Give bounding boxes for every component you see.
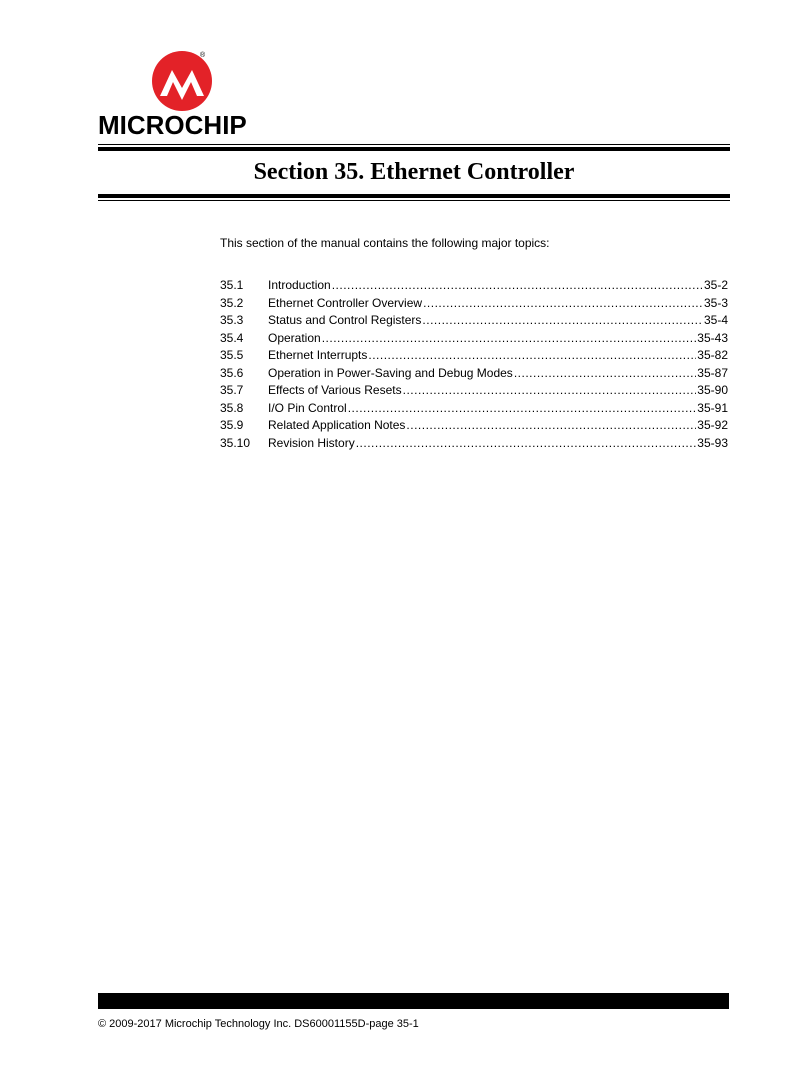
toc-entry-page[interactable]: 35-91 [697, 400, 728, 415]
toc-entry[interactable] [220, 331, 728, 349]
microchip-logo-icon [150, 50, 214, 112]
toc-entry[interactable] [220, 296, 728, 314]
toc-entry[interactable] [220, 313, 728, 331]
toc-entry-number: 35.2 [220, 295, 244, 310]
toc-entry[interactable] [220, 348, 728, 366]
toc-entry-title[interactable]: I/O Pin Control [268, 400, 347, 415]
toc-entry-title[interactable]: Ethernet Controller Overview [268, 295, 423, 310]
toc-entry-title[interactable]: Ethernet Interrupts [268, 348, 368, 362]
microchip-wordmark: MICROCHIP [98, 110, 247, 140]
toc-entry-page[interactable]: 35-92 [697, 418, 728, 432]
title-rule-thick [98, 194, 730, 198]
toc-entry-number: 35.9 [220, 418, 244, 432]
toc-entry-page[interactable]: 35-2 [703, 278, 728, 292]
toc-entry-page[interactable]: 35-93 [697, 435, 728, 450]
header-rule-thin [98, 144, 730, 145]
toc-entry-number: 35.5 [220, 348, 244, 362]
toc-entry-leader [406, 418, 696, 432]
toc-entry-number: 35.7 [220, 383, 244, 397]
registered-mark: ® [200, 52, 206, 59]
toc-entry-number: 35.1 [220, 278, 244, 292]
toc-entry-leader [348, 401, 697, 415]
toc-entry-title[interactable]: Effects of Various Resets [268, 383, 402, 397]
toc-entry-page[interactable]: 35-90 [697, 383, 728, 397]
toc-entry-leader [332, 278, 703, 292]
toc-entry[interactable] [220, 418, 728, 436]
toc-entry-leader [403, 383, 697, 397]
footer-copyright: © 2009-2017 Microchip Technology Inc. DS60001155D-page 35-1 [98, 1018, 419, 1030]
toc-entry-leader [423, 296, 703, 310]
toc-entry-number: 35.3 [220, 313, 244, 327]
toc-entry-leader [322, 331, 697, 345]
header-rule-thick [98, 147, 730, 151]
toc-entry-title[interactable]: Revision History [268, 435, 355, 450]
table-of-contents [220, 278, 728, 453]
title-rule-thin [98, 200, 730, 201]
toc-entry-page[interactable]: 35-4 [703, 313, 728, 327]
toc-entry[interactable] [220, 401, 728, 419]
toc-entry-number: 35.4 [220, 330, 244, 345]
toc-entry-leader [368, 348, 696, 362]
toc-entry[interactable] [220, 366, 728, 384]
toc-entry-title[interactable]: Introduction [268, 278, 331, 292]
toc-entry-page[interactable]: 35-3 [703, 295, 728, 310]
toc-entry-title[interactable]: Operation [268, 330, 321, 345]
toc-entry-page[interactable]: 35-43 [697, 330, 728, 345]
page-title: Section 35. Ethernet Controller [253, 159, 575, 185]
toc-entry-leader [422, 313, 703, 327]
toc-entry-title[interactable]: Operation in Power-Saving and Debug Modes [268, 365, 513, 380]
toc-entry-page[interactable]: 35-87 [697, 365, 728, 380]
toc-entry[interactable] [220, 278, 728, 296]
toc-entry-number: 35.10 [220, 435, 251, 450]
toc-entry-title[interactable]: Related Application Notes [268, 418, 406, 432]
footer-bar [98, 993, 729, 1009]
intro-text: This section of the manual contains the following major topics: [220, 236, 550, 250]
toc-entry[interactable] [220, 383, 728, 401]
toc-entry-leader [356, 436, 697, 450]
toc-entry[interactable] [220, 436, 728, 454]
toc-entry-page[interactable]: 35-82 [697, 348, 728, 362]
toc-entry-number: 35.6 [220, 365, 244, 380]
toc-entry-title[interactable]: Status and Control Registers [268, 313, 422, 327]
toc-entry-leader [514, 366, 696, 380]
microchip-logo [98, 50, 278, 145]
toc-entry-number: 35.8 [220, 400, 244, 415]
